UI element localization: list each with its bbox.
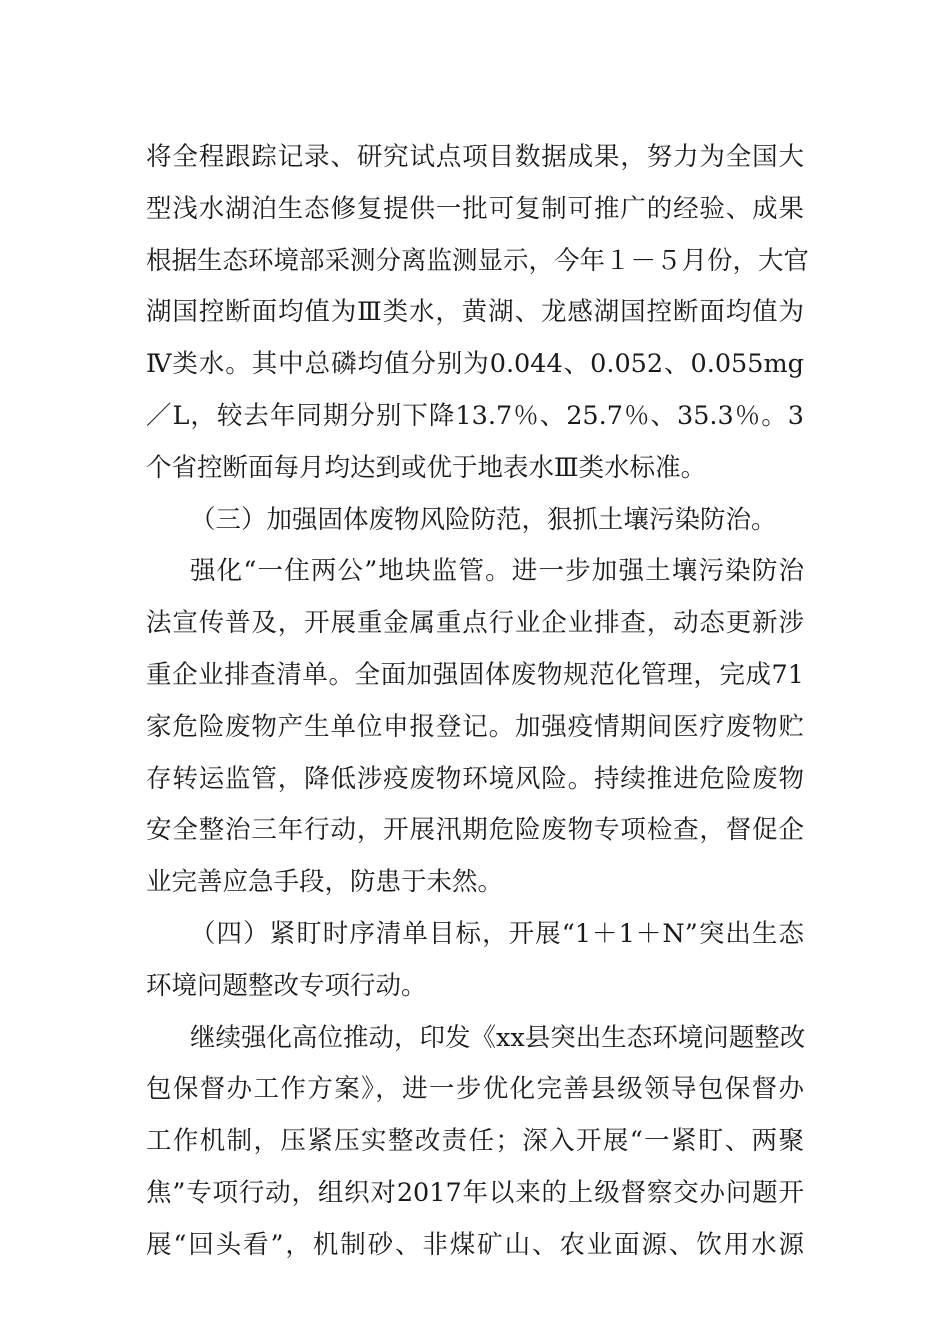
- text-line: 展“回头看”，机制砂、非煤矿山、农业面源、饮用水源: [146, 1229, 804, 1260]
- body-text: [146, 132, 810, 1272]
- section-heading: （三）加强固体废物风险防范，狠抓土壤污染防治。: [190, 504, 777, 535]
- section-heading: （四）紧盯时序清单目标，开展“1＋1＋N”突出生态: [190, 918, 804, 949]
- text-line: 型浅水湖泊生态修复提供一批可复制可推广的经验、成果: [146, 193, 804, 224]
- text-line: 包保督办工作方案》，进一步优化完善县级领导包保督办: [146, 1074, 804, 1105]
- text-line: 继续强化高位推动，印发《xx县突出生态环境问题整改: [190, 1022, 806, 1053]
- text-line: 焦”专项行动，组织对2017年以来的上级督察交办问题开: [146, 1177, 804, 1208]
- text-line: 强化“一住两公”地块监管。进一步加强土壤污染防治: [190, 556, 804, 587]
- text-line: 存转运监管，降低涉疫废物环境风险。持续推进危险废物: [146, 763, 804, 794]
- text-line: 家危险废物产生单位申报登记。加强疫情期间医疗废物贮: [146, 711, 804, 742]
- text-line: Ⅳ类水。其中总磷均值分别为0.044、0.052、0.055mg: [146, 349, 804, 380]
- text-line: 个省控断面每月均达到或优于地表水Ⅲ类水标准。: [146, 452, 707, 483]
- text-line: ／L，较去年同期分别下降13.7％、25.7％、35.3％。3: [146, 400, 804, 431]
- text-line: 法宣传普及，开展重金属重点行业企业排查，动态更新涉: [146, 608, 804, 639]
- text-line: 根据生态环境部采测分离监测显示，今年１－５月份，大官: [146, 245, 810, 276]
- text-line: 工作机制，压紧压实整改责任；深入开展“一紧盯、两聚: [146, 1126, 804, 1157]
- text-line: 湖国控断面均值为Ⅲ类水，黄湖、龙感湖国控断面均值为: [146, 297, 804, 328]
- text-line: 重企业排查清单。全面加强固体废物规范化管理，完成71: [146, 659, 804, 690]
- section-heading-continued: 环境问题整改专项行动。: [146, 970, 427, 1001]
- text-line: 安全整治三年行动，开展汛期危险废物专项检查，督促企: [146, 815, 804, 846]
- text-line: 业完善应急手段，防患于未然。: [146, 867, 504, 898]
- text-line: 将全程跟踪记录、研究试点项目数据成果，努力为全国大: [146, 142, 804, 172]
